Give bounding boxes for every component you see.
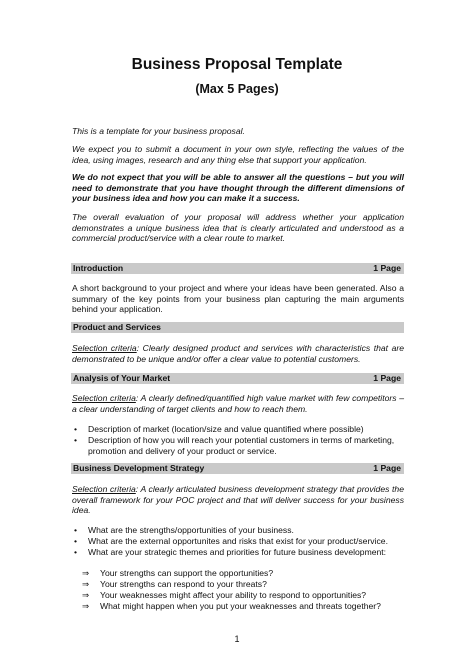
bullet-icon: •: [74, 525, 78, 535]
list-item-text: Your strengths can support the opportunities?: [100, 568, 274, 578]
section-page-limit: 1 Page: [373, 263, 401, 273]
arrow-right-icon: ⇒: [82, 590, 90, 600]
document-subtitle: (Max 5 Pages): [195, 82, 279, 96]
list-item-text: What are your strategic themes and priorities for future business development:: [88, 547, 387, 557]
criteria-text: : A clearly defined/quantified high value market with few competitors – a clear understanding of target clients and how to reach them.: [72, 393, 405, 414]
introduction-body: A short background to your project and where your ideas have been generated. Also a summary of the key points from your business plan capturing the main arguments behind your application.: [72, 283, 404, 315]
list-item-text: What might happen when you put your weaknesses and threats together?: [100, 601, 381, 611]
criteria-label: Selection criteria: [72, 343, 137, 353]
list-item-text: Your strengths can respond to your threats?: [100, 579, 267, 589]
list-item-text: Description of market (location/size and value quantified where possible): [88, 424, 364, 434]
intro-paragraph-4: The overall evaluation of your proposal will address whether your application demonstrates a unique business idea that is clearly articulated and understood as a commercial product/service with a clear route to market.: [72, 212, 404, 244]
criteria-label: Selection criteria: [72, 393, 136, 403]
document-title: Business Proposal Template: [131, 56, 343, 73]
bullet-icon: •: [74, 536, 78, 546]
section-heading-market: [71, 373, 404, 384]
list-item-text: Description of how you will reach your potential customers in terms of marketing, promotion and delivery of your product or service.: [88, 435, 395, 456]
list-item-text: Your weaknesses might affect your ability to respond to opportunities?: [100, 590, 367, 600]
intro-paragraph-3: We do not expect that you will be able to answer all the questions – but you will need to demonstrate that you have thought through the different dimensions of your business idea and how you can make it a success.: [72, 172, 404, 204]
criteria-text: : A clearly articulated business development strategy that provides the overall framework for your POC project and that will deliver success for your business idea.: [72, 484, 404, 516]
products-criteria: [72, 343, 404, 364]
list-item-text: What are the strengths/opportunities of your business.: [88, 525, 294, 535]
intro-paragraph-2: We expect you to submit a document in your own style, reflecting the values of the idea, using images, research and any thing else that support your application.: [72, 144, 404, 165]
section-page-limit: 1 Page: [373, 373, 401, 383]
section-title: Analysis of Your Market: [73, 373, 171, 383]
arrow-right-icon: ⇒: [82, 601, 90, 611]
section-title: Product and Services: [73, 322, 161, 332]
strategy-criteria: [72, 484, 404, 516]
section-title: Business Development Strategy: [73, 463, 205, 473]
criteria-text: : Clearly designed product and services with characteristics that are demonstrated to be unique and/or offer a clear value to potential customers.: [72, 343, 405, 364]
section-heading-products: [71, 322, 404, 333]
bullet-icon: •: [74, 547, 78, 557]
market-criteria: [72, 393, 404, 414]
list-item-text: What are the external opportunites and risks that exist for your product/service.: [88, 536, 388, 546]
page-number: 1: [234, 634, 240, 644]
intro-paragraph-1: This is a template for your business proposal.: [72, 126, 245, 136]
bullet-icon: •: [74, 435, 78, 445]
section-heading-introduction: [71, 263, 404, 274]
section-page-limit: 1 Page: [373, 463, 401, 473]
section-heading-strategy: [71, 463, 404, 474]
section-title: Introduction: [73, 263, 124, 273]
bullet-icon: •: [74, 424, 78, 434]
arrow-right-icon: ⇒: [82, 568, 90, 578]
arrow-right-icon: ⇒: [82, 579, 90, 589]
criteria-label: Selection criteria: [72, 484, 136, 494]
